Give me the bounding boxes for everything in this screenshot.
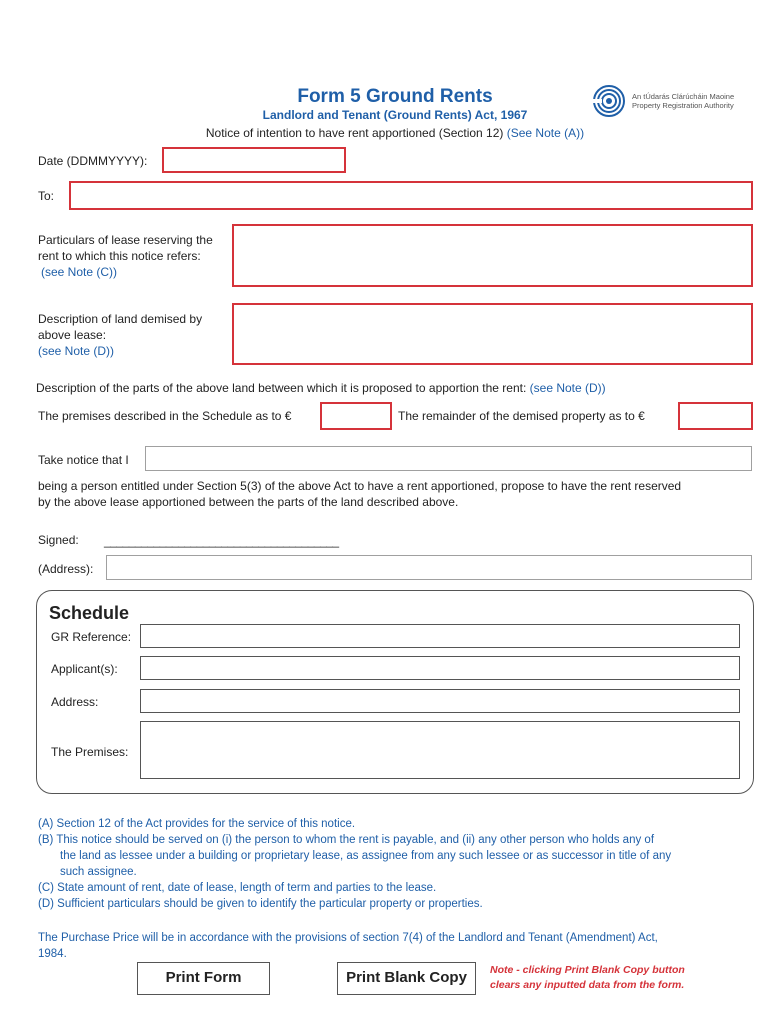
date-field[interactable] (162, 147, 346, 173)
remainder-euro-label: The remainder of the demised property as to € (398, 409, 645, 423)
particulars-label-line2: rent to which this notice refers: (38, 249, 201, 263)
note-d: (D) Sufficient particulars should be given to identify the particular property or properties. (38, 898, 483, 910)
being-text-line1: being a person entitled under Section 5(3) of the above Act to have a rent apportioned, propose to have the rent reserved (38, 479, 682, 493)
description-label-line2: above lease: (38, 328, 107, 342)
logo-line-irish: An tÚdarás Clárúcháin Maoine (632, 92, 735, 101)
apportion-label: Description of the parts of the above land between which it is proposed to apportion the rent: (36, 381, 527, 395)
to-field[interactable] (69, 181, 753, 210)
address-label: (Address): (38, 562, 94, 576)
gr-reference-label: GR Reference: (51, 630, 132, 644)
schedule-heading: Schedule (49, 603, 130, 623)
notice-text: Notice of intention to have rent apportioned (Section 12) (205, 126, 504, 140)
description-label-line1: Description of land demised by (38, 312, 203, 326)
notice-note-link: (See Note (A)) (506, 126, 585, 140)
description-note: (see Note (D)) (38, 344, 115, 358)
premises-field[interactable] (140, 721, 740, 779)
premises-amount-field[interactable] (320, 402, 392, 430)
schedule-address-label: Address: (51, 695, 99, 709)
being-text (38, 478, 758, 510)
note-b-line3: such assignee. (60, 866, 137, 878)
description-label (38, 311, 202, 359)
purchase-price-line1: The Purchase Price will be in accordance with the provisions of section 7(4) of the Landlord and Tenant (Amendment) Act, (38, 932, 658, 944)
signature-line: ______________________________________ (104, 534, 339, 548)
note-b-line1: (B) This notice should be served on (i) the person to whom the rent is payable, and (ii) any other person who holds any of (38, 834, 655, 846)
particulars-field[interactable] (232, 224, 753, 287)
applicants-label: Applicant(s): (51, 662, 118, 676)
warning-line2: clears any inputted data from the form. (490, 979, 685, 991)
purchase-price-line2: 1984. (38, 948, 67, 960)
premises-label: The Premises: (51, 745, 129, 759)
to-label: To: (38, 189, 55, 203)
applicants-field[interactable] (140, 656, 740, 680)
pra-logo-icon (592, 85, 628, 117)
apportion-note: (see Note (D)) (529, 381, 606, 395)
warning-line1: Note - clicking Print Blank Copy button (490, 964, 685, 976)
address-field[interactable] (106, 555, 752, 580)
note-a: (A) Section 12 of the Act provides for the service of this notice. (38, 818, 356, 830)
schedule-address-field[interactable] (140, 689, 740, 713)
take-notice-field[interactable] (145, 446, 752, 471)
print-blank-warning (490, 963, 685, 993)
being-text-line2: by the above lease apportioned between the parts of the land described above. (38, 495, 459, 509)
gr-reference-field[interactable] (140, 624, 740, 648)
particulars-label (38, 232, 213, 280)
pra-logo-text (632, 92, 734, 110)
apportion-line (36, 380, 606, 396)
remainder-amount-field[interactable] (678, 402, 753, 430)
take-notice-label: Take notice that I (38, 453, 129, 467)
particulars-note: (see Note (C)) (41, 265, 118, 279)
notice-line (0, 126, 770, 140)
form-subtitle: Landlord and Tenant (Ground Rents) Act, 1967 (262, 108, 528, 122)
print-blank-copy-button[interactable]: Print Blank Copy (337, 962, 476, 995)
particulars-label-line1: Particulars of lease reserving the (38, 233, 213, 247)
form-title: Form 5 Ground Rents (297, 86, 493, 107)
logo-line-english: Property Registration Authority (632, 101, 734, 110)
description-field[interactable] (232, 303, 753, 365)
print-form-button[interactable]: Print Form (137, 962, 270, 995)
date-label: Date (DDMMYYYY): (38, 154, 148, 168)
notes-section (38, 816, 758, 962)
note-b-line2: the land as lessee under a building or proprietary lease, as assignee from any such lessee or as successor in title of any (60, 850, 672, 862)
signed-label: Signed: (38, 533, 79, 547)
premises-euro-label: The premises described in the Schedule as to € (38, 409, 292, 423)
note-c: (C) State amount of rent, date of lease, length of term and parties to the lease. (38, 882, 437, 894)
